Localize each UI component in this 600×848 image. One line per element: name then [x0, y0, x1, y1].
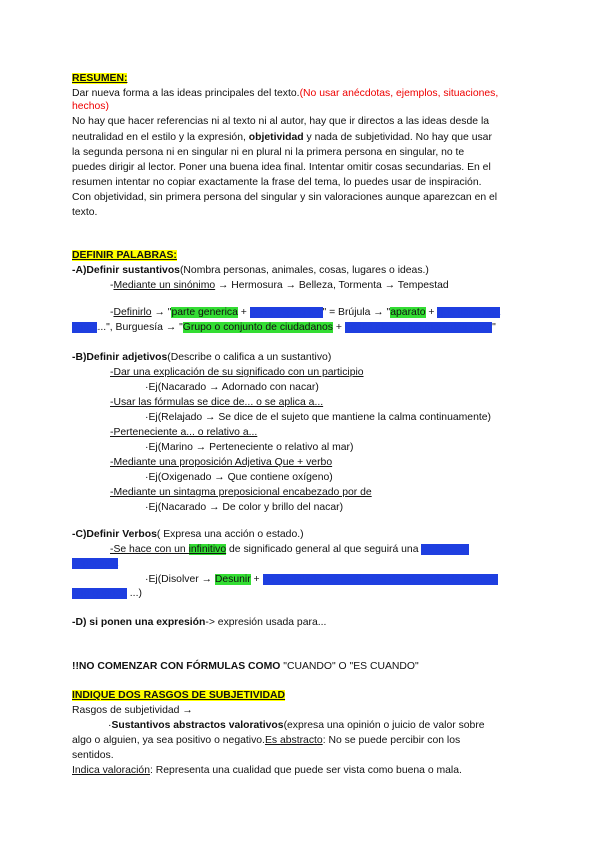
sustantivos-definirlo-cont: aguja...", Burguesía → "Grupo o conjunto de ciudadanos + de las clases acomodadas ricas": [72, 322, 496, 333]
definir-heading: DEFINIR PALABRAS:: [72, 250, 177, 261]
resumen-line-2: neutralidad en el estilo y la expresión, objetividad y nada de subjetividad. No hay que usar: [72, 132, 492, 143]
resumen-line-1: No hay que hacer referencias ni al texto ni al autor, hay que ir directos a las ideas desde la: [72, 116, 490, 127]
adjetivos-example-3: ·Ej(Marino → Perteneciente o relativo al mar): [145, 442, 354, 453]
subjetividad-line-1: Rasgos de subjetividad →: [72, 705, 193, 716]
adjetivos-rule-4: -Mediante una proposición Adjetiva Que + verbo: [110, 457, 333, 468]
resumen-intro: Dar nueva forma a las ideas principales del texto.(No usar anécdotas, ejemplos, situaciones,: [72, 88, 499, 99]
adjetivos-heading: -B)Definir adjetivos(Describe o califica a un sustantivo): [72, 352, 332, 363]
adjetivos-rule-5: -Mediante un sintagma preposicional encabezado por de: [110, 487, 372, 498]
verbos-heading: -C)Definir Verbos( Expresa una acción o estado.): [72, 529, 304, 540]
resumen-line-6: Con objetividad, sin primera persona del singular y sin valoraciones aunque aparezcan en el: [72, 192, 498, 203]
adjetivos-rule-2: -Usar las fórmulas se dice de... o se aplica a...: [110, 397, 324, 408]
subjetividad-line-5: Indica valoración: Representa una cualidad que puede ser vista como buena o mala.: [72, 765, 462, 776]
resumen-line-7: texto.: [72, 207, 98, 218]
verbos-rule: -Se hace con un infinitivo de significado general al que seguirá una aclaración: [110, 544, 469, 555]
resumen-heading: RESUMEN:: [72, 73, 128, 84]
adjetivos-example-1: ·Ej(Nacarado → Adornado con nacar): [145, 382, 319, 393]
resumen-line-3: la segunda persona ni en singular ni en plural ni la primera persona en singular, no te: [72, 147, 465, 158]
subjetividad-line-4: sentidos.: [72, 750, 114, 761]
subjetividad-line-3: algo o alguien, ya sea positivo o negativo.Es abstracto: No se puede percibir con los: [72, 735, 461, 746]
adjetivos-example-5: ·Ej(Nacarado → De color y brillo del nacar): [145, 502, 344, 513]
subjetividad-line-2: ·Sustantivos abstractos valorativos(expresa una opinión o juicio de valor sobre: [108, 720, 485, 731]
subjetividad-heading: INDIQUE DOS RASGOS DE SUBJETIVIDAD: [72, 690, 286, 701]
adjetivos-example-2: ·Ej(Relajado → Se dice de el sujeto que mantiene la calma continuamente): [145, 412, 491, 423]
verbos-example: ·Ej(Disolver → Desunir + en un líquido las partículas de un sólido de manera: [145, 574, 498, 585]
adjetivos-rule-1: -Dar una explicación de su significado con un participio: [110, 367, 364, 378]
sustantivos-definirlo: -Definirlo → "parte generica + parte especifica" = Brújula → "aparato + que tiene una: [110, 307, 501, 318]
adjetivos-example-4: ·Ej(Oxigenado → Que contiene oxígeno): [145, 472, 333, 483]
resumen-line-5: resumen intentar no copiar exactamente la frase del tema, lo puedes usar de inspiración.: [72, 177, 482, 188]
warning-line: !!NO COMENZAR CON FÓRMULAS COMO "CUANDO" O "ES CUANDO": [72, 661, 419, 672]
verbos-example-cont: que queden ...): [72, 588, 142, 599]
adjetivos-rule-3: -Perteneciente a... o relativo a...: [110, 427, 258, 438]
resumen-intro-cont: hechos): [72, 101, 109, 112]
verbos-rule-cont: especifica: [72, 558, 119, 569]
sustantivos-sinonimo: -Mediante un sinónimo → Hermosura → Belleza, Tormenta → Tempestad: [110, 280, 449, 291]
sustantivos-heading: -A)Definir sustantivos(Nombra personas, animales, cosas, lugares o ideas.): [72, 265, 429, 276]
resumen-line-4: puedes dirigir al lector. Poner una buena idea final. Intentar omitir cosas secundarias. En el: [72, 162, 491, 173]
expresion-heading: -D) si ponen una expresión-> expresión usada para...: [72, 617, 327, 628]
